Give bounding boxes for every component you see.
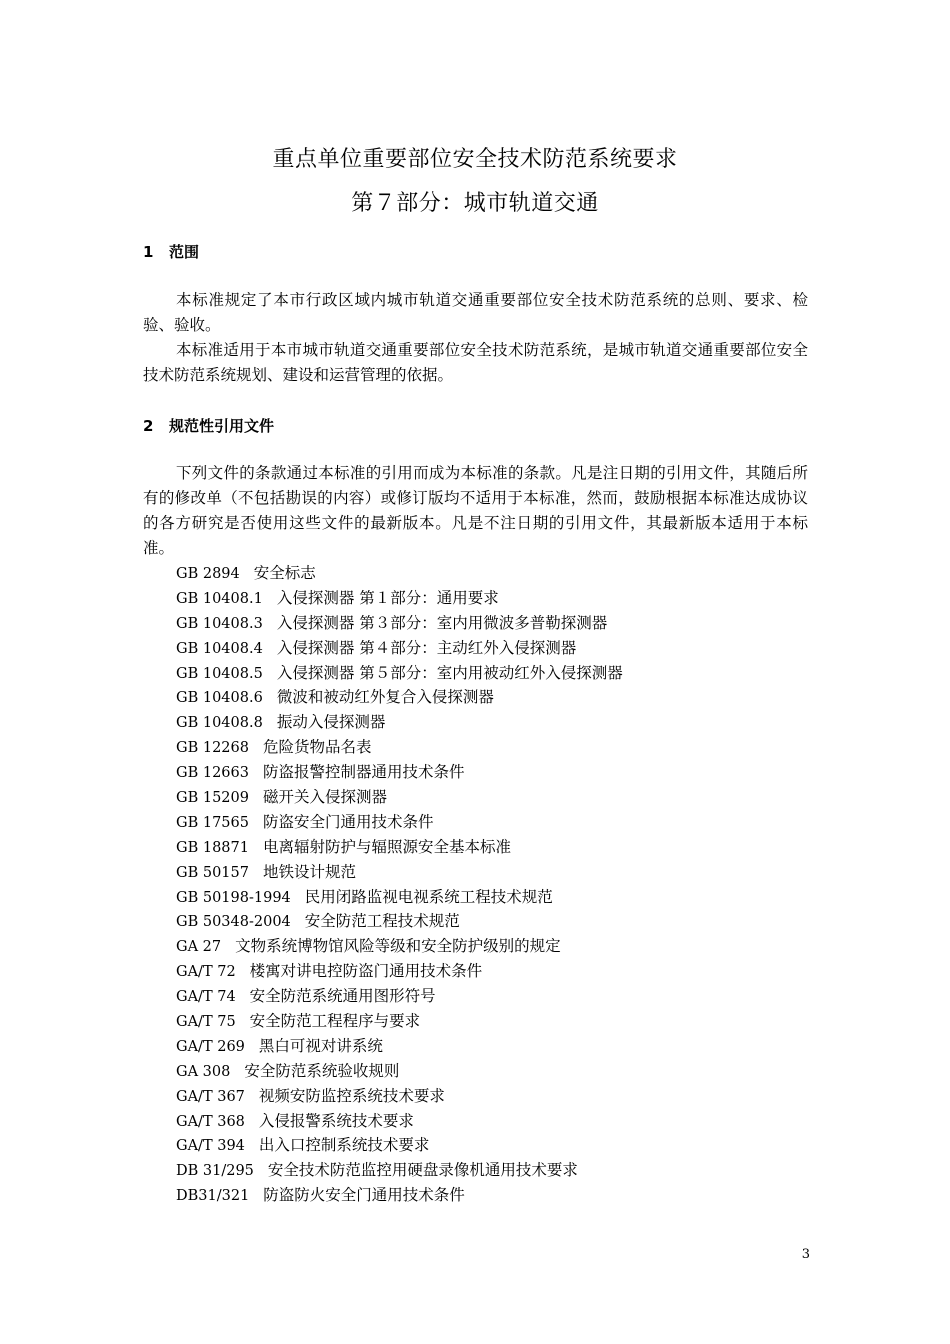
reference-item — [176, 984, 623, 1009]
reference-code: GA 308 — [176, 1063, 231, 1080]
page-number: 3 — [801, 1247, 810, 1262]
references-intro-paragraph: 下列文件的条款通过本标准的引用而成为本标准的条款。凡是注日期的引用文件，其随后所有的修改单（不包括勘误的内容）或修订版均不适用于本标准，然而，鼓励根据本标准达成协议的各方研究是否使用这些文件的最新版本。凡是不注日期的引用文件，其最新版本适用于本标准。 — [143, 464, 808, 557]
reference-code: GB 10408.1 — [176, 590, 263, 607]
reference-code: GB 17565 — [176, 814, 249, 831]
reference-title: 电离辐射防护与辐照源安全基本标准 — [262, 837, 511, 856]
reference-item — [176, 561, 623, 586]
reference-title: 文物系统博物馆风险等级和安全防护级别的规定 — [235, 937, 561, 956]
document-subtitle: 第７部分：城市轨道交通 — [351, 191, 599, 216]
reference-item — [176, 909, 623, 934]
reference-code: DB31/321 — [176, 1188, 250, 1205]
reference-item — [176, 735, 623, 760]
reference-title: 视频安防监控系统技术要求 — [258, 1086, 445, 1105]
reference-item — [176, 1084, 623, 1109]
reference-title: 地铁设计规范 — [262, 862, 356, 881]
reference-title: 入侵探测器 第１部分：通用要求 — [276, 588, 499, 607]
document-title: 重点单位重要部位安全技术防范系统要求 — [272, 147, 678, 172]
reference-code: GA/T 394 — [176, 1138, 245, 1155]
reference-title: 防盗防火安全门通用技术条件 — [263, 1186, 465, 1205]
reference-item — [176, 661, 623, 686]
reference-title: 入侵报警系统技术要求 — [258, 1111, 414, 1130]
reference-title: 楼寓对讲电控防盗门通用技术条件 — [249, 962, 483, 981]
reference-item — [176, 959, 623, 984]
reference-title: 安全防范工程技术规范 — [304, 912, 460, 931]
reference-item — [176, 835, 623, 860]
reference-title: 防盗安全门通用技术条件 — [262, 812, 434, 831]
reference-code: GB 12268 — [176, 740, 249, 757]
reference-title: 微波和被动红外复合入侵探测器 — [276, 688, 494, 707]
scope-paragraph: 本标准规定了本市行政区域内城市轨道交通重要部位安全技术防范系统的总则、要求、检验、验收。 — [143, 291, 808, 334]
reference-code: GA/T 269 — [176, 1038, 245, 1055]
section-title: 规范性引用文件 — [169, 417, 275, 435]
reference-code: GB 10408.4 — [176, 640, 263, 657]
reference-title: 入侵探测器 第４部分：主动红外入侵探测器 — [276, 638, 577, 657]
reference-item — [176, 1158, 623, 1183]
section-number: 2 — [143, 417, 154, 435]
reference-title: 安全防范系统通用图形符号 — [249, 987, 436, 1006]
reference-code: GB 10408.5 — [176, 665, 263, 682]
reference-code: GB 10408.3 — [176, 615, 263, 632]
reference-title: 入侵探测器 第５部分：室内用被动红外入侵探测器 — [276, 663, 623, 682]
reference-title: 振动入侵探测器 — [276, 713, 386, 732]
reference-title: 防盗报警控制器通用技术条件 — [262, 763, 465, 782]
reference-item — [176, 1109, 623, 1134]
reference-item — [176, 710, 623, 735]
reference-code: GB 10408.6 — [176, 690, 263, 707]
reference-title: 安全技术防范监控用硬盘录像机通用技术要求 — [267, 1161, 578, 1180]
reference-item — [176, 611, 623, 636]
reference-title: 出入口控制系统技术要求 — [258, 1136, 430, 1155]
reference-code: GA/T 74 — [176, 989, 236, 1006]
reference-item — [176, 1133, 623, 1158]
reference-code: GA/T 368 — [176, 1113, 245, 1130]
reference-item — [176, 810, 623, 835]
reference-title: 安全防范工程程序与要求 — [249, 1012, 421, 1031]
reference-title: 安全防范系统验收规则 — [244, 1061, 400, 1080]
reference-title: 民用闭路监视电视系统工程技术规范 — [304, 887, 553, 906]
reference-title: 危险货物品名表 — [262, 738, 372, 757]
reference-code: GB 50198-1994 — [176, 889, 291, 906]
reference-item — [176, 760, 623, 785]
section-title: 范围 — [169, 243, 200, 261]
reference-item — [176, 934, 623, 959]
reference-item — [176, 785, 623, 810]
section-heading-scope — [143, 241, 199, 262]
reference-code: GB 18871 — [176, 839, 249, 856]
reference-code: GA/T 72 — [176, 964, 236, 981]
reference-item — [176, 586, 623, 611]
reference-title: 入侵探测器 第３部分：室内用微波多普勒探测器 — [276, 613, 608, 632]
reference-item — [176, 1059, 623, 1084]
reference-title: 黑白可视对讲系统 — [258, 1036, 383, 1055]
reference-code: GB 2894 — [176, 566, 240, 582]
reference-code: GB 12663 — [176, 765, 249, 782]
reference-code: GB 50348-2004 — [176, 914, 291, 931]
reference-code: GA/T 75 — [176, 1014, 236, 1031]
reference-code: GA/T 367 — [176, 1088, 245, 1105]
reference-item — [176, 685, 623, 710]
section-number: 1 — [143, 243, 154, 261]
reference-list — [176, 561, 623, 1208]
reference-item — [176, 1183, 623, 1208]
reference-title: 安全标志 — [253, 564, 316, 582]
reference-code: DB 31/295 — [176, 1163, 254, 1180]
reference-item — [176, 636, 623, 661]
scope-paragraph: 本标准适用于本市城市轨道交通重要部位安全技术防范系统，是城市轨道交通重要部位安全技术防范系统规划、建设和运营管理的依据。 — [143, 341, 808, 384]
reference-item — [176, 860, 623, 885]
reference-code: GB 50157 — [176, 864, 249, 881]
reference-item — [176, 1009, 623, 1034]
section-heading-normative-references — [143, 415, 274, 436]
reference-item — [176, 1034, 623, 1059]
reference-code: GA 27 — [176, 939, 222, 956]
reference-code: GB 10408.8 — [176, 715, 263, 732]
reference-item — [176, 885, 623, 910]
reference-code: GB 15209 — [176, 790, 249, 807]
reference-title: 磁开关入侵探测器 — [262, 788, 387, 807]
